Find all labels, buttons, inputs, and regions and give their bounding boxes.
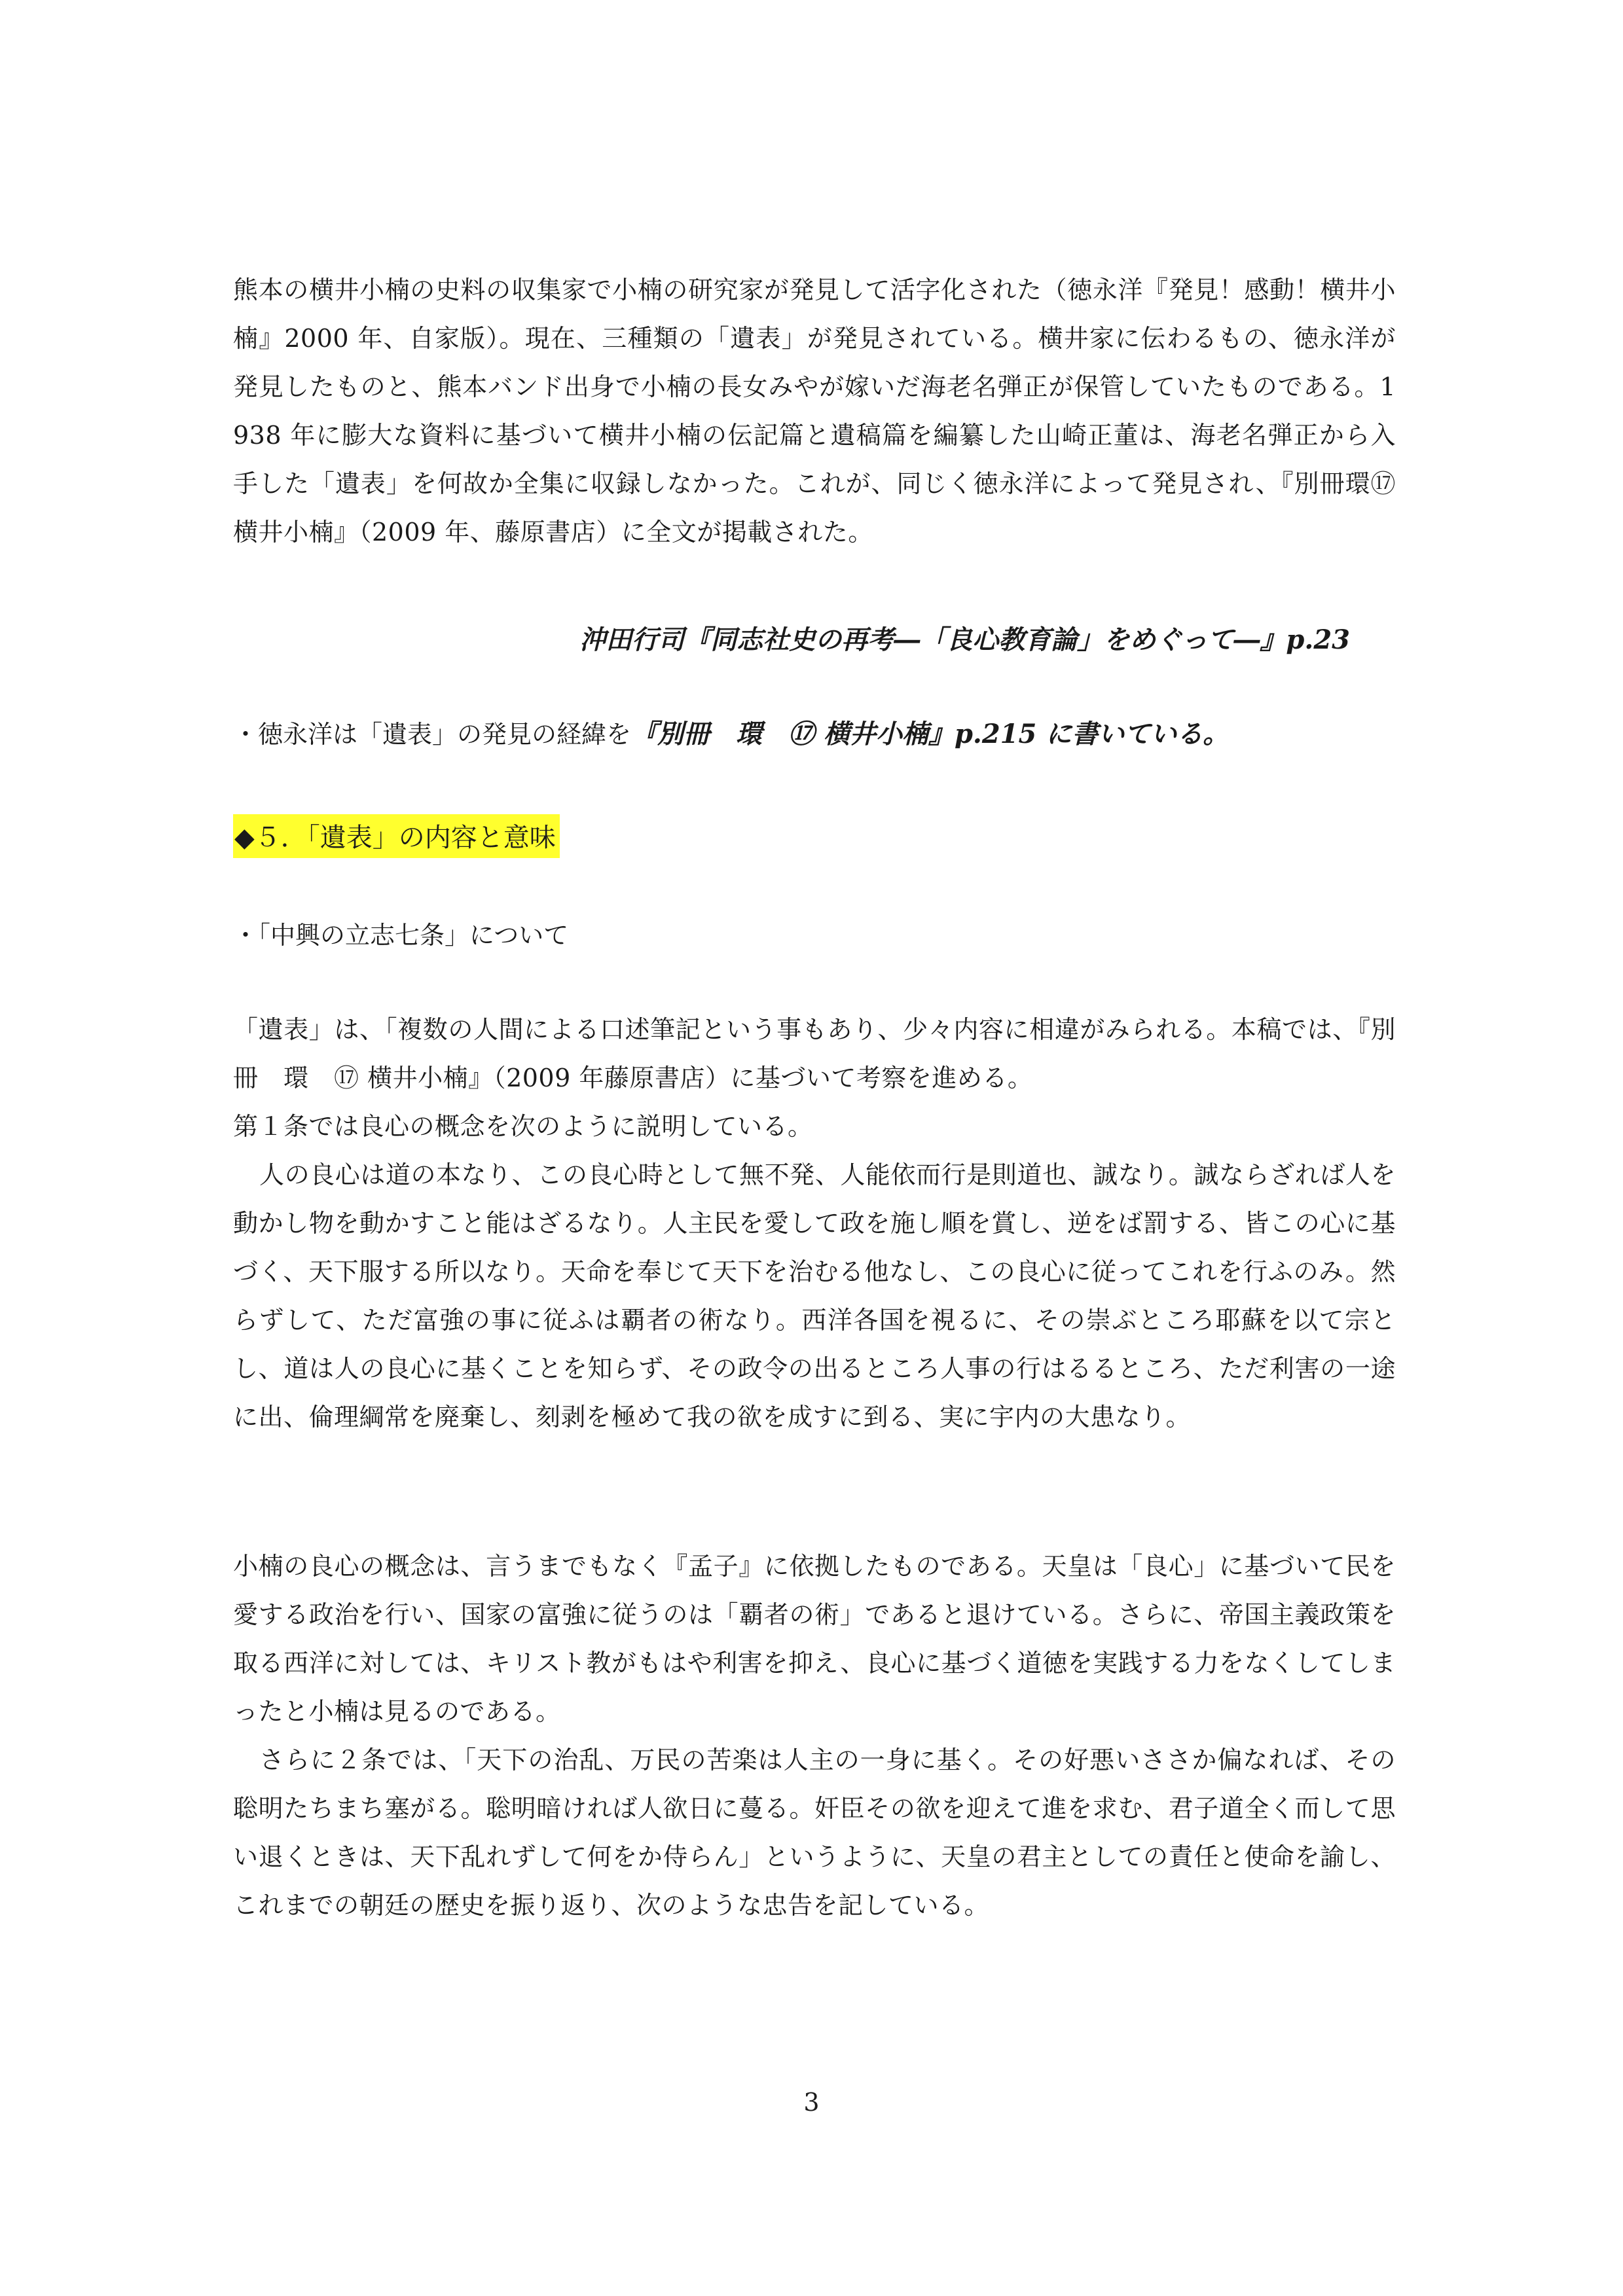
- quoted-passage: 人の良心は道の本なり、この良心時として無不発、人能依而行是則道也、誠なり。誠ならざれば人を動かし物を動かすこと能はざるなり。人主民を愛して政を施し順を賞し、逆をば罰する、皆この心に基づく、天下服する所以なり。天命を奉じて天下を治むる他なし、この良心に従ってこれを行ふのみ。然らずして、ただ富強の事に従ふは覇者の術なり。西洋各国を視るに、その崇ぶところ耶蘇を以て宗とし、道は人の良心に基くことを知らず、その政令の出るところ人事の行はるるところ、ただ利害の一途に出、倫理綱常を廃棄し、刻剥を極めて我の欲を成すに到る、実に宇内の大患なり。: [233, 1160, 1396, 1431]
- note-prefix: ・徳永洋は「遺表」の発見の経緯を: [233, 720, 632, 749]
- body-section-1: [233, 1005, 1396, 1441]
- body-paragraph: さらに２条では、「天下の治乱、万民の苦楽は人主の一身に基く。その好悪いささか偏なれば、その聡明たちまち塞がる。聡明暗ければ人欲日に蔓る。奸臣その欲を迎えて進を求む、君子道全く而して思い退くときは、天下乱れずして何をか侍らん」というように、天皇の君主としての責任と使命を諭し、これまでの朝廷の歴史を振り返り、次のような忠告を記している。: [233, 1746, 1396, 1920]
- note-emphasis: 『別冊 環 ⑰ 横井小楠』p.215 に書いている。: [631, 719, 1230, 749]
- note-line: [233, 713, 1396, 751]
- body-paragraph: 第１条では良心の概念を次のように説明している。: [233, 1112, 813, 1141]
- body-paragraph: 「遺表」は、「複数の人間による口述筆記という事もあり、少々内容に相違がみられる。本稿では、『別冊 環 ⑰ 横井小楠』（2009 年藤原書店）に基づいて考察を進める。: [233, 1015, 1396, 1092]
- citation: 沖田行司『同志社史の再考―「良心教育論」をめぐって―』p.23: [579, 624, 1350, 655]
- body-section-2: [233, 1542, 1396, 1929]
- section-heading: ◆５．「遺表」の内容と意味: [233, 814, 560, 858]
- subheading: ・「中興の立志七条」について: [233, 921, 569, 950]
- page-number: 3: [803, 2088, 820, 2117]
- intro-section: [233, 266, 1396, 556]
- body-paragraph: 小楠の良心の概念は、言うまでもなく『孟子』に依拠したものである。天皇は「良心」に基づいて民を愛する政治を行い、国家の富強に従うのは「覇者の術」であると退けている。さらに、帝国主義政策を取る西洋に対しては、キリスト教がもはや利害を抑え、良心に基づく道徳を実践する力をなくしてしまったと小楠は見るのである。: [233, 1552, 1396, 1726]
- intro-paragraph: 熊本の横井小楠の史料の収集家で小楠の研究家が発見して活字化された（徳永洋『発見！感動！横井小楠』2000 年、自家版）。現在、三種類の「遺表」が発見されている。横井家に伝わるもの、徳永洋が発見したものと、熊本バンド出身で小楠の長女みやが嫁いだ海老名弾正が保管していたものである。1938 年に膨大な資料に基づいて横井小楠の伝記篇と遺稿篇を編纂した山崎正董は、海老名弾正から入手した「遺表」を何故か全集に収録しなかった。これが、同じく徳永洋によって発見され、『別冊環⑰ 横井小楠』（2009 年、藤原書店）に全文が掲載された。: [233, 276, 1396, 547]
